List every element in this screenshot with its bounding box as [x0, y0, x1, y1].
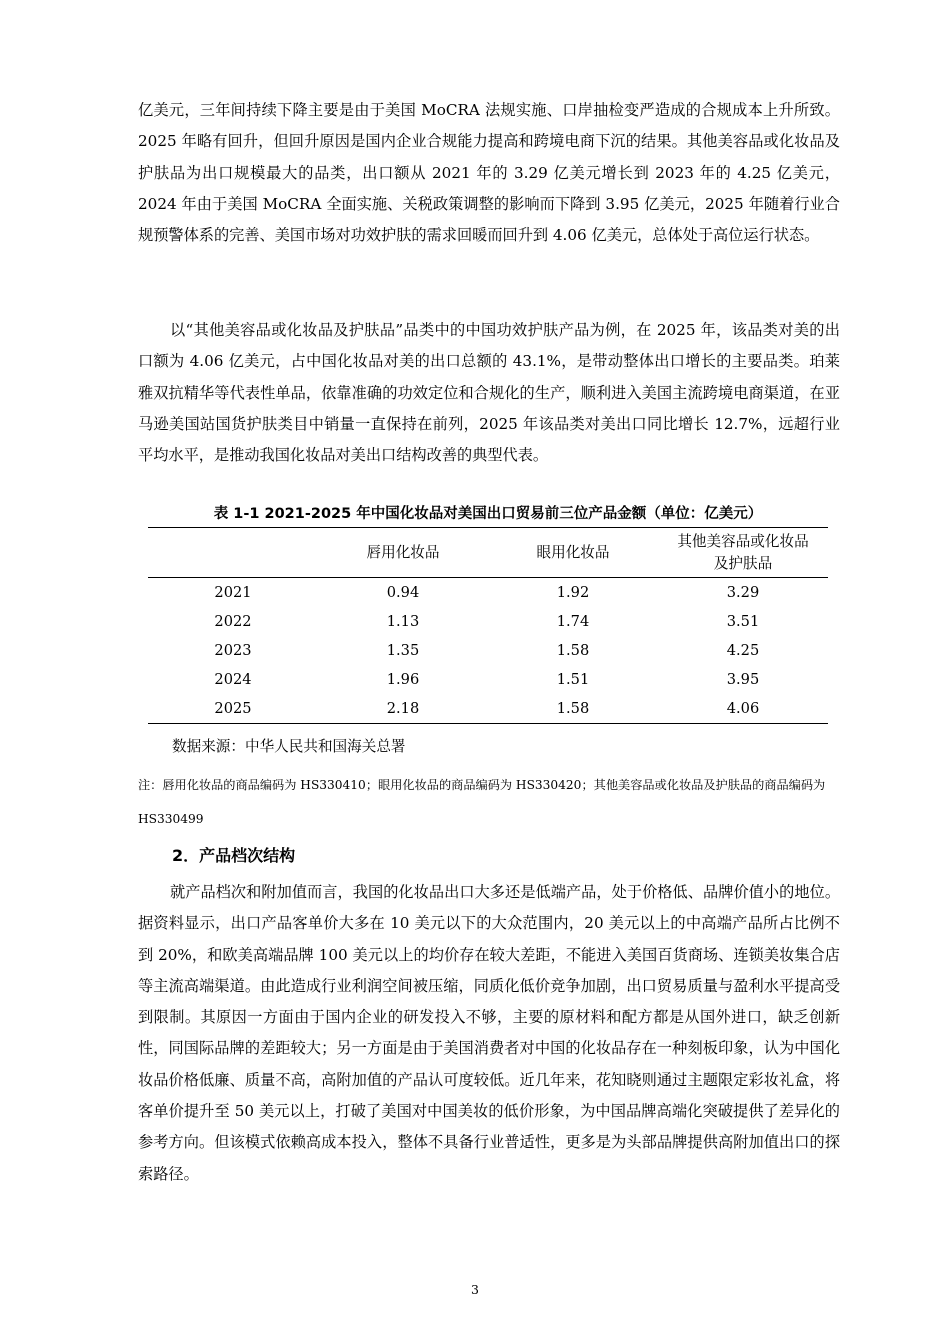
table-cell-year: 2022 [214, 613, 252, 630]
table-cell-eye: 1.51 [556, 671, 590, 688]
table-header-other-line2: 及护肤品 [713, 554, 773, 572]
table-header-lip-cosmetics: 唇用化妆品 [366, 543, 440, 561]
table-source: 数据来源：中华人民共和国海关总署 [172, 738, 406, 755]
table-row [148, 694, 828, 724]
section-heading: 2．产品档次结构 [172, 846, 296, 865]
table-cell-eye: 1.92 [556, 584, 590, 601]
table-cell-lip: 1.35 [386, 642, 420, 659]
table-header-other-line1: 其他美容品或化妆品 [677, 532, 809, 550]
table-cell-year: 2025 [214, 700, 252, 717]
table-cell-year: 2021 [214, 584, 252, 601]
table-cell-eye: 1.74 [556, 613, 590, 630]
table-cell-eye: 1.58 [556, 642, 590, 659]
table-cell-other: 3.95 [726, 671, 760, 688]
table-row [148, 607, 828, 636]
table-header-other-beauty-skincare [658, 528, 828, 578]
table-row [148, 636, 828, 665]
table-cell-lip: 1.13 [386, 613, 420, 630]
table-row [148, 578, 828, 608]
table-cell-year: 2023 [214, 642, 252, 659]
table-cell-eye: 1.58 [556, 700, 590, 717]
table-cell-other: 3.51 [726, 613, 760, 630]
table-cell-other: 4.25 [726, 642, 760, 659]
export-amount-table [148, 527, 828, 724]
page-number: 3 [471, 1282, 479, 1297]
table-caption: 表 1-1 2021-2025 年中国化妆品对美国出口贸易前三位产品金额（单位：亿美元） [213, 506, 763, 522]
table-header-row [148, 528, 828, 578]
table-header-year [148, 528, 318, 578]
paragraph-functional-skincare-example: 以“其他美容品或化妆品及护肤品”品类中的中国功效护肤产品为例，在 2025 年，该品类对美的出口额为 4.06 亿美元，占中国化妆品对美的出口总额的 43.1%，是带动整体出口增长的主要品类。珀莱雅双抗精华等代表性单品，依靠准确的功效定位和合规化的生产，顺利进入美国主流跨境电商渠道，在亚马逊美国站国货护肤类目中销量一直保持在前列，2025 年该品类对美出口同比增长 12.7%，远超行业平均水平，是推动我国化妆品对美出口结构改善的典型代表。 [138, 321, 840, 465]
table-note: 注：唇用化妆品的商品编码为 HS330410；眼用化妆品的商品编码为 HS330420；其他美容品或化妆品及护肤品的商品编码为 HS330499 [138, 778, 826, 826]
table-cell-lip: 0.94 [386, 584, 420, 601]
table-cell-year: 2024 [214, 671, 252, 688]
table-cell-other: 4.06 [726, 700, 760, 717]
paragraph-continued-export-analysis: 亿美元，三年间持续下降主要是由于美国 MoCRA 法规实施、口岸抽检变严造成的合规成本上升所致。2025 年略有回升，但回升原因是国内企业合规能力提高和跨境电商下沉的结果。其他美容品或化妆品及护肤品为出口规模最大的品类，出口额从 2021 年的 3.29 亿美元增长到 2023 年的 4.25 亿美元，2024 年由于美国 MoCRA 全面实施、关税政策调整的影响而下降到 3.95 亿美元，2025 年随着行业合规预警体系的完善、美国市场对功效护肤的需求回暖而回升到 4.06 亿美元，总体处于高位运行状态。 [138, 101, 840, 245]
table-cell-lip: 2.18 [386, 700, 420, 717]
table-cell-lip: 1.96 [386, 671, 420, 688]
table-cell-other: 3.29 [726, 584, 760, 601]
paragraph-product-grade-structure: 就产品档次和附加值而言，我国的化妆品出口大多还是低端产品，处于价格低、品牌价值小的地位。据资料显示，出口产品客单价大多在 10 美元以下的大众范围内，20 美元以上的中高端产品所占比例不到 20%，和欧美高端品牌 100 美元以上的均价存在较大差距，不能进入美国百货商场、连锁美妆集合店等主流高端渠道。由此造成行业利润空间被压缩，同质化低价竞争加剧，出口贸易质量与盈利水平提高受到限制。其原因一方面由于国内企业的研发投入不够，主要的原材料和配方都是从国外进口，缺乏创新性，同国际品牌的差距较大；另一方面是由于美国消费者对中国的化妆品存在一种刻板印象，认为中国化妆品价格低廉、质量不高，高附加值的产品认可度较低。近几年来，花知晓则通过主题限定彩妆礼盒，将客单价提升至 50 美元以上，打破了美国对中国美妆的低价形象，为中国品牌高端化突破提供了差异化的参考方向。但该模式依赖高成本投入，整体不具备行业普适性，更多是为头部品牌提供高附加值出口的探索路径。 [138, 883, 840, 1183]
table-header-eye-cosmetics: 眼用化妆品 [536, 543, 610, 561]
table-row [148, 665, 828, 694]
